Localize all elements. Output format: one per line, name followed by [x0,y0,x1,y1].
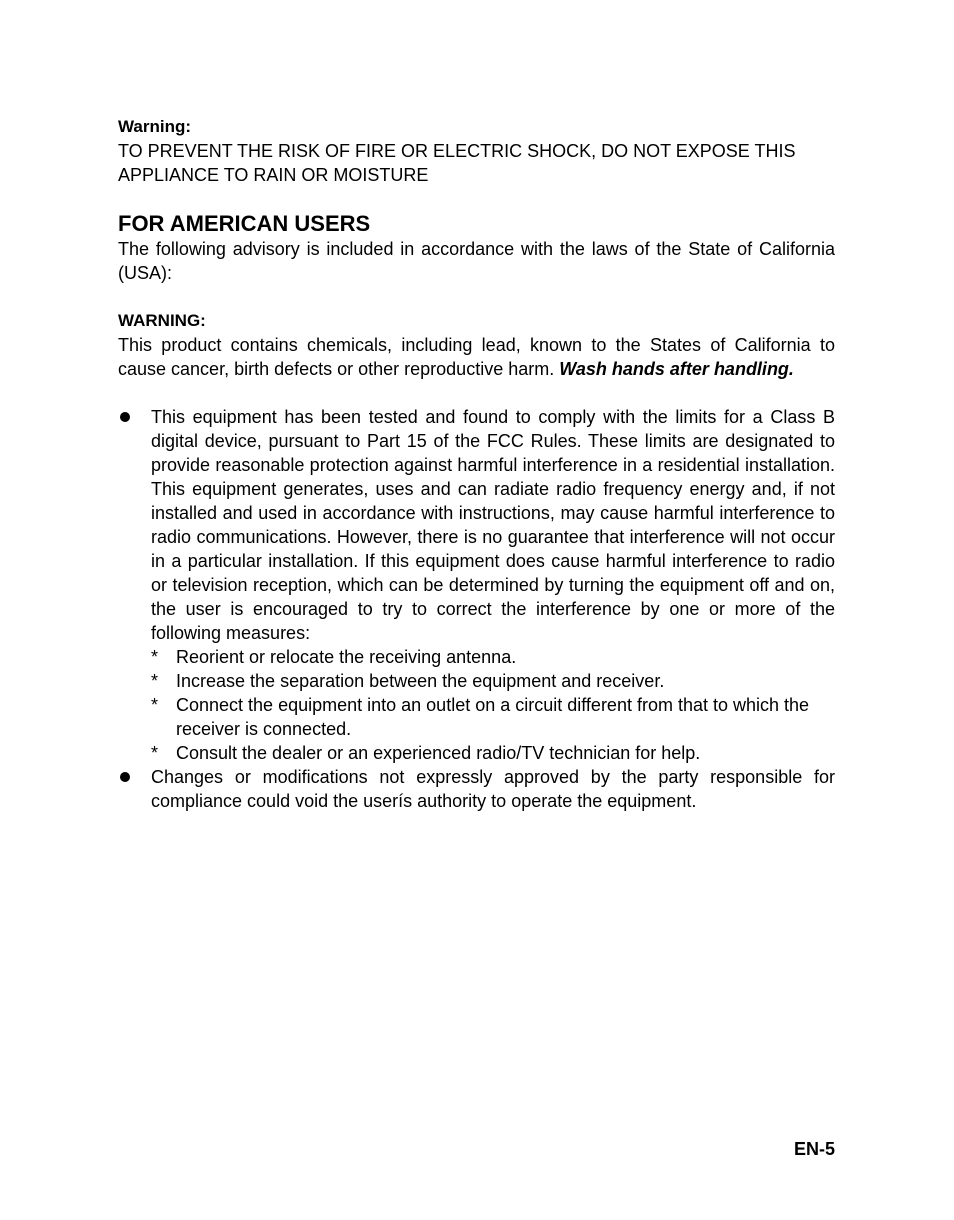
measure-text: Increase the separation between the equipment and receiver. [176,671,665,691]
modifications-bullet-item [118,765,835,813]
measure-text: Connect the equipment into an outlet on a circuit different from that to which the receiver is connected. [176,695,810,739]
california-warning-body: This product contains chemicals, including lead, known to the States of California to cause cancer, birth defects or other reproductive harm. [118,335,835,379]
section-heading: FOR AMERICAN USERS [118,211,371,236]
measure-item [118,693,835,741]
measure-text: Reorient or relocate the receiving antenna. [176,647,517,667]
bullet-dot-icon [120,412,130,422]
asterisk-marker: * [151,695,159,715]
california-warning-text [118,333,835,381]
bullet-dot-icon [120,772,130,782]
measure-item [118,645,835,669]
fcc-compliance-text: This equipment has been tested and found to comply with the limits for a Class B digital device, pursuant to Part 15 of the FCC Rules. These limits are designated to provide reasonable protection against harmful interference in a residential installation. This equipment generates, uses and can radiate radio frequency energy and, if not installed and used in accordance with instructions, may cause harmful interference to radio communications. However, there is no guarantee that interference will not occur in a particular installation. If this equipment does cause harmful interference to radio or television reception, which can be determined by turning the equipment off and on, the user is encouraged to try to correct the interference by one or more of the following measures: [151,407,835,643]
asterisk-marker: * [151,647,159,667]
modifications-text: Changes or modifications not expressly approved by the party responsible for compliance could void the userís authority to operate the equipment. [151,767,835,811]
advisory-text: The following advisory is included in accordance with the laws of the State of California (USA): [118,239,835,283]
asterisk-marker: * [151,671,159,691]
document-page [118,115,835,813]
page-number: EN-5 [793,1139,835,1159]
measure-item [118,669,835,693]
california-warning-label: WARNING: [118,311,206,330]
measure-item [118,741,835,765]
measure-text: Consult the dealer or an experienced radio/TV technician for help. [176,743,701,763]
warning-label: Warning: [118,117,192,136]
warning-text: TO PREVENT THE RISK OF FIRE OR ELECTRIC SHOCK, DO NOT EXPOSE THIS APPLIANCE TO RAIN OR MOISTURE [118,141,796,185]
wash-hands-emphasis: Wash hands after handling. [559,359,794,379]
asterisk-marker: * [151,743,159,763]
fcc-bullet-item [118,405,835,645]
